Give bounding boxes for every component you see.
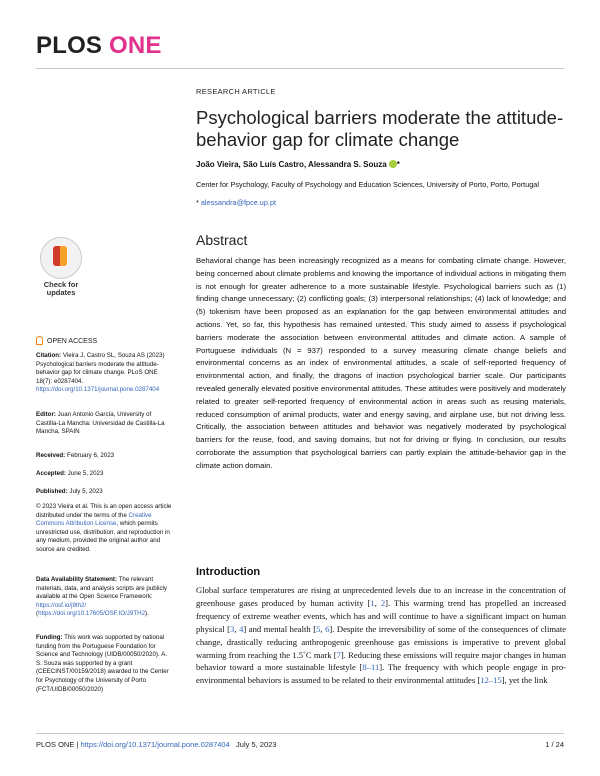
abstract-text: Behavioral change has been increasingly recognized as a means for combating climate change. However, being concerned about climate problems and knowing the importance of individual actions in mitigating them is not enough for greater adherence to a more sustainable lifestyle. Psychological barriers such as (1) finding change unnecessary; (2) conflicting goals; (3) interpersonal relationships; (4) lack of knowledge; and (5) tokenism have been proposed as an explanation for the gap between environmental attitudes and actions. Yet, so far, this hypothesis has remained untested. This study aimed to assess if psychological barriers moderate the association between environmental attitudes and climate action. A sample of Portuguese individuals (N = 937) responded to a survey measuring climate change beliefs and environmental concerns as an index of environmental attitudes, a scale of self-reported frequency of environmental action, and finally, the dragons of inaction psychological barrier scale. Our participants revealed generally elevated positive environmental attitudes. These attitudes were positively and moderately related to greater self-reported frequency of environmental action in areas such as reusing materials, reduced consumption of animal products, water and energy saving, and airplane use, but not driving less. Critically, the association between attitudes and behavior was negatively moderated by psychological barriers for the reuse, food, and saving domains, but not for driving or flying. In conclusion, our results corroborate the assumption that psychological barriers can partly explain the attitude-behavior gap in the climate action domain. (196, 256, 566, 470)
page-footer: PLOS ONE | https://doi.org/10.1371/journal.pone.0287404 July 5, 2023 1 / 24 (36, 740, 564, 749)
journal-logo (36, 32, 162, 60)
check-updates-icon (40, 237, 82, 279)
published-date: Published: July 5, 2023 (36, 488, 103, 495)
header-rule (36, 68, 564, 69)
citation-block: Citation: Vieira J, Castro SL, Souza AS (2023) Psychological barriers moderate the attitude-behavior gap for climate change. PLoS ONE 18(7): e0287404. https://doi.org/10.1371/journal.pone.0287404 (36, 352, 165, 394)
orcid-icon[interactable] (389, 160, 397, 168)
corresponding-email (196, 198, 276, 207)
check-updates-line1: Check for (43, 280, 79, 289)
footer-date: July 5, 2023 (236, 740, 277, 749)
funding-block: Funding: This work was supported by national funding from the Portuguese Foundation for Science and Technology (UIDB/00050/2020). A. S. Souza was supported by a grant (CEECINST/00159/2018) awarded to the Center for Psychology of the University of Porto (FCT/UIDB/00050/2020) (36, 634, 169, 693)
ref-link[interactable]: 8–11 (362, 662, 380, 673)
author-list (196, 160, 400, 169)
logo-one: ONE (109, 32, 162, 59)
editor-block: Editor: Juan Antonio García, University of Castilla-La Mancha: Universidad de Castilla-La Mancha, SPAIN (36, 411, 165, 436)
osf-link[interactable]: https://osf.io/j9th2/ (36, 601, 87, 609)
email-link[interactable]: alessandra@fpce.up.pt (200, 198, 277, 207)
accepted-date: Accepted: June 5, 2023 (36, 470, 104, 477)
check-for-updates-badge[interactable] (36, 237, 86, 295)
citation-doi-link[interactable]: https://doi.org/10.1371/journal.pone.0287404 (36, 386, 160, 394)
ref-link[interactable]: 2 (380, 597, 386, 608)
ref-link[interactable]: 12–15 (480, 675, 502, 686)
footer-rule (36, 733, 564, 734)
ref-link[interactable]: 3 (230, 623, 235, 634)
footer-journal: PLOS ONE (36, 740, 75, 749)
open-access-label: OPEN ACCESS (36, 336, 97, 345)
introduction-heading: Introduction (196, 566, 261, 578)
copyright-block: © 2023 Vieira et al. This is an open access article distributed under the terms of the Creative Commons Attribution License, which permits unrestricted use, distribution, and reproduction in any medium, provided the original author and source are credited. (36, 503, 172, 553)
affiliation: Center for Psychology, Faculty of Psychology and Education Sciences, University of Porto, Porto, Portugal (196, 180, 539, 189)
ref-link[interactable]: 6 (325, 623, 330, 634)
ref-link[interactable]: 7 (336, 649, 341, 660)
article-type: RESEARCH ARTICLE (196, 87, 276, 96)
license-link[interactable]: Creative Commons Attribution License (36, 511, 152, 528)
received-date: Received: February 6, 2023 (36, 452, 115, 459)
corresponding-mark: * (396, 160, 400, 169)
data-availability-block: Data Availability Statement: The relevant materials, data, and analysis scripts are publicly available at the Open Science Framework: https://osf.io/j9th2/ (https://doi.org/10.17605/OSF.IO/J9TH2). (36, 576, 168, 618)
article-title: Psychological barriers moderate the attitude-behavior gap for climate change (196, 107, 564, 150)
introduction-text: Global surface temperatures are rising at unprecedented levels due to an increase in the concentration of greenhouse gases produced by human activity [1, 2]. This warming trend has propelled an increased frequency of extreme weather events, which has and will continue to have a significant impact on human physical [3, 4] and mental health [5, 6]. Despite the irreversibility of some of the consequences of climate change, drastically reducing anthropogenic greenhouse gas emissions is imperative to prevent global warming from reaching the 1.5˚C mark [7]. Reducing these emissions will require major changes in human behavior toward a more sustainable lifestyle [8–11]. The frequency with which people engage in pro-environmental behaviors is assumed to be related to their environmental attitudes [12–15], yet the link (196, 585, 567, 686)
footer-doi-link[interactable]: https://doi.org/10.1371/journal.pone.0287404 (80, 740, 230, 749)
ref-link[interactable]: 1 (370, 597, 375, 608)
logo-plos: PLOS (36, 32, 103, 59)
ref-link[interactable]: 5 (316, 623, 321, 634)
page-number: 1 / 24 (545, 740, 564, 749)
abstract-heading: Abstract (196, 232, 248, 248)
authors-text: João Vieira, São Luís Castro, Alessandra S. Souza (196, 160, 387, 169)
check-updates-line2: updates (46, 288, 76, 297)
email-mark: * (196, 198, 199, 207)
ref-link[interactable]: 4 (239, 623, 244, 634)
open-access-icon (36, 336, 43, 345)
osf-doi-link[interactable]: https://doi.org/10.17605/OSF.IO/J9TH2 (38, 610, 146, 618)
